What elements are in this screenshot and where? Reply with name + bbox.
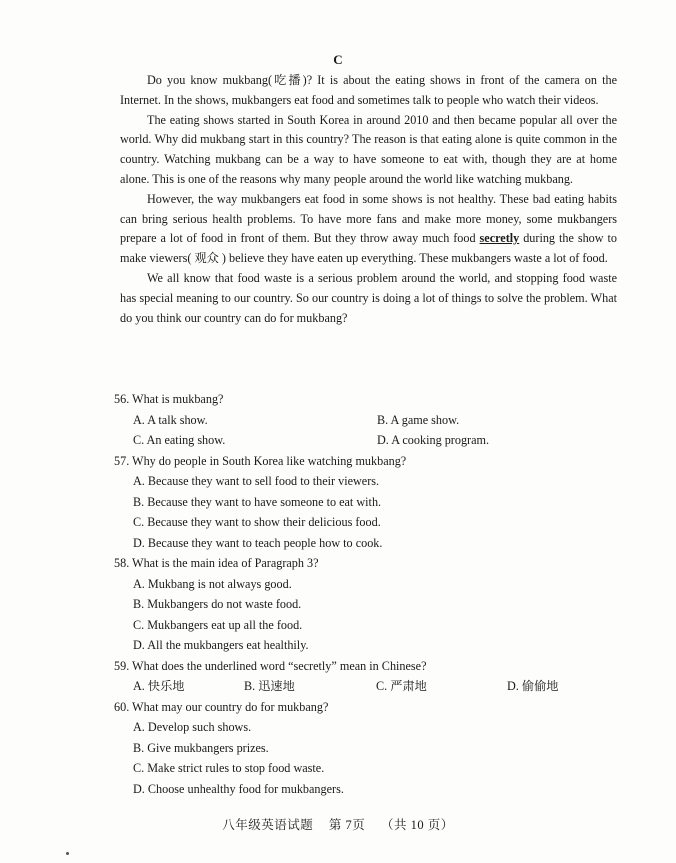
paragraph-4: We all know that food waste is a serious problem around the world, and stopping food waste has special meaning to our country. So our country is doing a lot of things to solve the problem. What do you think our country can do for mukbang? bbox=[120, 270, 617, 325]
option-d[interactable]: D. 偷偷地 bbox=[507, 679, 559, 693]
section-heading: C bbox=[333, 52, 343, 67]
paragraph-1: Do you know mukbang(吃播)? It is about the eating shows in front of the camera on the Internet. In the shows, mukbangers eat food and sometimes talk to people who watch their videos. bbox=[120, 73, 617, 107]
question-stem: 56. What is mukbang? bbox=[114, 392, 224, 406]
option-d[interactable]: D. All the mukbangers eat healthily. bbox=[133, 638, 309, 652]
question-58 bbox=[114, 553, 624, 656]
option-a[interactable]: A. A talk show. bbox=[133, 412, 208, 427]
underlined-word: secretly bbox=[479, 231, 520, 246]
option-c[interactable]: C. Mukbangers eat up all the food. bbox=[133, 617, 303, 632]
option-d[interactable]: D. A cooking program. bbox=[377, 433, 490, 447]
scan-speck bbox=[66, 852, 69, 855]
reading-passage bbox=[120, 71, 617, 328]
question-list bbox=[114, 389, 624, 799]
paragraph-2: The eating shows started in South Korea in around 2010 and then became popular all over the world. Why did mukbang start in this country? The reason is that eating alone is quite common in the country. Watching mukbang can be a way to have someone to eat with, though they are at home alone. This is one of the reasons why many people around the world like watching mukbang. bbox=[120, 112, 617, 186]
question-stem: 60. What may our country do for mukbang? bbox=[114, 699, 329, 714]
option-c[interactable]: C. 严肃地 bbox=[376, 679, 427, 693]
option-d[interactable]: D. Choose unhealthy food for mukbangers. bbox=[133, 781, 344, 796]
option-b[interactable]: B. 迅速地 bbox=[244, 679, 295, 693]
question-59 bbox=[114, 656, 624, 697]
paragraph-3: However, the way mukbangers eat food in some shows is not healthy. These bad eating habits can bring serious health problems. To have more fans and make more money, some mukbangers prepare a lot of food in front of them. But they throw away much food secretly during the show to make viewers( 观众 ) believe they have eaten up everything. These mukbangers waste a lot of food. bbox=[120, 191, 617, 266]
question-60 bbox=[114, 697, 624, 800]
question-stem: 57. Why do people in South Korea like watching mukbang? bbox=[114, 453, 407, 468]
footer-page-number: 第 7页 bbox=[328, 818, 366, 832]
option-a[interactable]: A. Mukbang is not always good. bbox=[133, 576, 292, 591]
option-b[interactable]: B. Because they want to have someone to eat with. bbox=[133, 494, 382, 509]
question-56 bbox=[114, 389, 624, 451]
option-b[interactable]: B. Give mukbangers prizes. bbox=[133, 740, 269, 755]
option-b[interactable]: B. Mukbangers do not waste food. bbox=[133, 597, 302, 611]
footer-subject: 八年级英语试题 bbox=[222, 818, 314, 832]
question-57 bbox=[114, 451, 624, 554]
option-c[interactable]: C. Make strict rules to stop food waste. bbox=[133, 761, 325, 775]
option-a[interactable]: A. 快乐地 bbox=[133, 679, 185, 693]
option-d[interactable]: D. Because they want to teach people how to cook. bbox=[133, 535, 383, 550]
option-c[interactable]: C. An eating show. bbox=[133, 433, 226, 447]
question-stem: 59. What does the underlined word “secretly” mean in Chinese? bbox=[114, 658, 427, 673]
question-stem: 58. What is the main idea of Paragraph 3? bbox=[114, 556, 319, 570]
option-a[interactable]: A. Because they want to sell food to their viewers. bbox=[133, 474, 380, 488]
page-footer bbox=[0, 815, 676, 833]
footer-page-total: （共 10 页） bbox=[380, 818, 454, 832]
option-a[interactable]: A. Develop such shows. bbox=[133, 720, 252, 734]
option-c[interactable]: C. Because they want to show their delicious food. bbox=[133, 515, 381, 529]
option-b[interactable]: B. A game show. bbox=[377, 412, 460, 427]
